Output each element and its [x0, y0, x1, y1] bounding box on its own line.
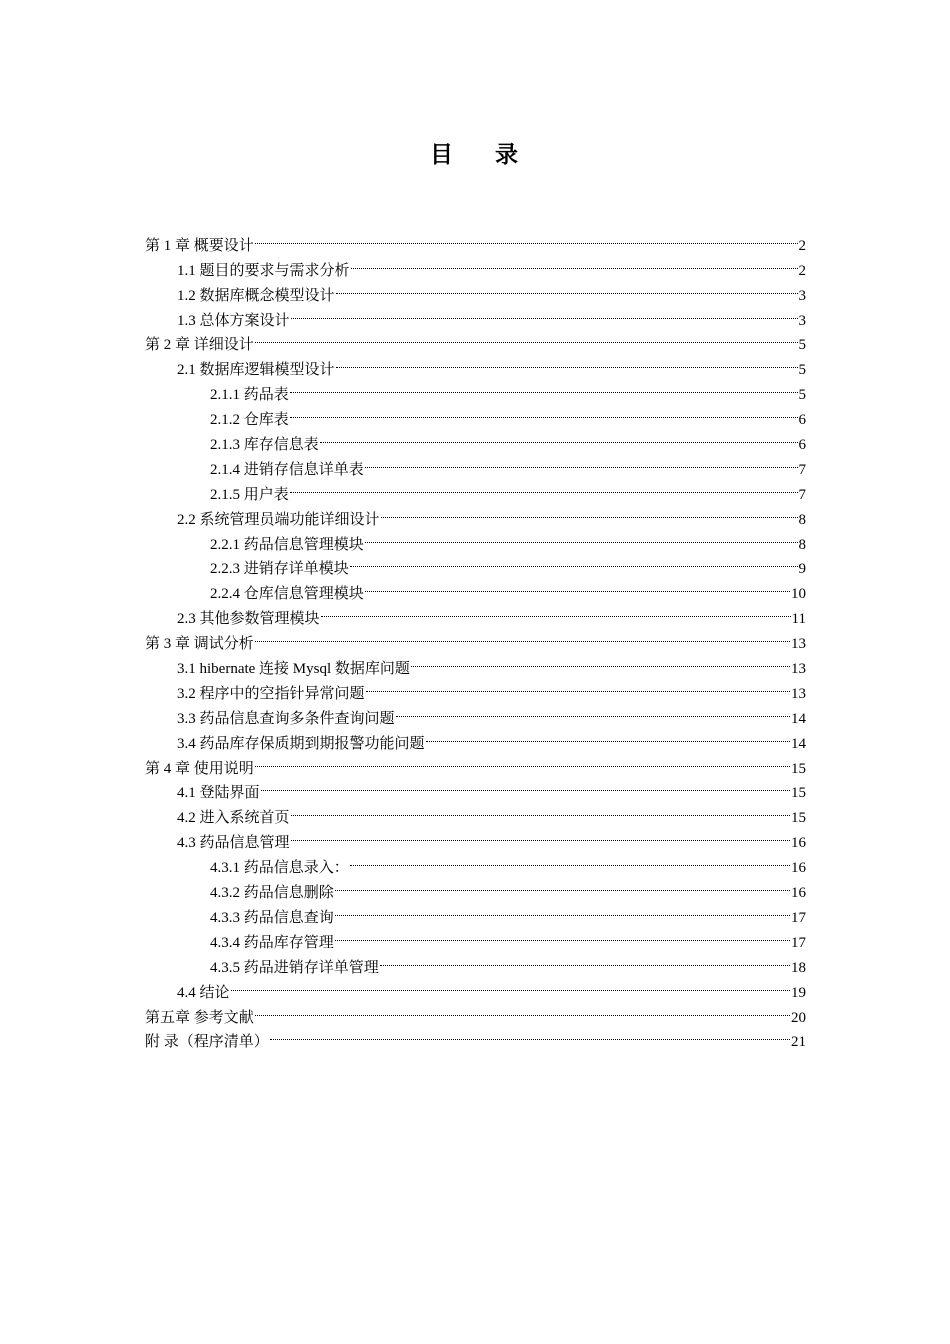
toc-entry-page-number: 18 — [791, 959, 806, 976]
toc-heading-right: 录 — [495, 142, 520, 167]
toc-entry-page-number: 20 — [791, 1009, 806, 1026]
toc-entry-page-number: 5 — [798, 387, 806, 404]
toc-entry-label: 2.1.2 仓库表 — [210, 412, 289, 429]
toc-entry-label: 4.3.3 药品信息查询 — [210, 909, 334, 926]
toc-entry-page-number: 17 — [791, 934, 806, 951]
toc-entry-page-number: 7 — [798, 486, 806, 503]
toc-entry-label: 3.1 hibernate 连接 Mysql 数据库问题 — [177, 661, 410, 678]
toc-entry-label: 2.2.4 仓库信息管理模块 — [210, 586, 364, 603]
dot-leader — [335, 872, 790, 897]
toc-entry-page-number: 13 — [791, 685, 806, 702]
toc-entry-page-number: 2 — [798, 237, 806, 254]
toc-entry-label: 第 3 章 调试分析 — [145, 636, 254, 653]
toc-entry-page-number: 15 — [791, 810, 806, 827]
toc-entry-label: 1.2 数据库概念模型设计 — [177, 287, 335, 304]
toc-entry-label: 第 1 章 概要设计 — [145, 237, 254, 254]
toc-entry-page-number: 19 — [791, 984, 806, 1001]
dot-leader — [335, 897, 790, 922]
toc-entry-page-number: 21 — [791, 1034, 806, 1051]
toc-heading — [0, 136, 950, 169]
dot-leader — [365, 449, 798, 474]
toc-entry-label: 4.3.5 药品进销存详单管理 — [210, 959, 379, 976]
dot-leader — [365, 573, 790, 598]
dot-leader — [335, 922, 790, 947]
dot-leader — [291, 822, 790, 847]
toc-entry[interactable] — [145, 225, 806, 254]
toc-entry-page-number: 2 — [798, 262, 806, 279]
toc-entry-page-number: 14 — [791, 710, 806, 727]
dot-leader — [366, 673, 790, 698]
toc-entry-page-number: 15 — [791, 785, 806, 802]
dot-leader — [380, 947, 790, 972]
toc-entry-label: 3.2 程序中的空指针异常问题 — [177, 685, 365, 702]
dot-leader — [270, 1022, 790, 1047]
toc-entry-label: 2.1.4 进销存信息详单表 — [210, 461, 364, 478]
toc-entry-label: 1.1 题目的要求与需求分析 — [177, 262, 350, 279]
toc-entry-page-number: 7 — [798, 461, 806, 478]
dot-leader — [321, 598, 791, 623]
dot-leader — [255, 623, 790, 648]
toc-entry-label: 附 录（程序清单） — [145, 1034, 269, 1051]
toc-list — [145, 225, 806, 1051]
toc-entry-label: 4.3.4 药品库存管理 — [210, 934, 334, 951]
toc-entry-label: 4.3.2 药品信息删除 — [210, 885, 334, 902]
toc-entry-page-number: 17 — [791, 909, 806, 926]
toc-entry-page-number: 13 — [791, 661, 806, 678]
toc-entry-label: 3.4 药品库存保质期到期报警功能问题 — [177, 735, 425, 752]
toc-entry-page-number: 16 — [791, 885, 806, 902]
toc-entry-page-number: 8 — [798, 511, 806, 528]
toc-entry-label: 2.3 其他参数管理模块 — [177, 611, 320, 628]
toc-entry-label: 4.4 结论 — [177, 984, 230, 1001]
toc-entry-page-number: 9 — [798, 561, 806, 578]
toc-heading-left: 目 — [430, 142, 455, 167]
toc-entry[interactable] — [145, 972, 806, 1001]
dot-leader — [411, 648, 790, 673]
dot-leader — [336, 349, 798, 374]
toc-entry-page-number: 6 — [798, 437, 806, 454]
toc-entry-page-number: 16 — [791, 835, 806, 852]
toc-entry-page-number: 16 — [791, 860, 806, 877]
toc-entry-label: 2.2.1 药品信息管理模块 — [210, 536, 364, 553]
dot-leader — [381, 499, 798, 524]
toc-entry-page-number: 5 — [798, 337, 806, 354]
dot-leader — [231, 972, 790, 997]
dot-leader — [290, 399, 798, 424]
toc-entry-label: 4.2 进入系统首页 — [177, 810, 290, 827]
toc-entry-label: 4.3.1 药品信息录入： — [210, 860, 349, 877]
toc-entry-page-number: 8 — [798, 536, 806, 553]
dot-leader — [291, 797, 790, 822]
toc-entry-label: 2.1.1 药品表 — [210, 387, 289, 404]
dot-leader — [255, 325, 798, 350]
toc-entry-label: 第五章 参考文献 — [145, 1009, 254, 1026]
toc-entry-label: 3.3 药品信息查询多条件查询问题 — [177, 710, 395, 727]
dot-leader — [320, 424, 798, 449]
dot-leader — [426, 723, 790, 748]
dot-leader — [351, 250, 798, 275]
toc-entry[interactable] — [145, 997, 806, 1026]
dot-leader — [255, 225, 798, 250]
toc-entry-page-number: 3 — [798, 287, 806, 304]
dot-leader — [336, 275, 798, 300]
toc-entry-label: 第 2 章 详细设计 — [145, 337, 254, 354]
toc-entry-page-number: 3 — [798, 312, 806, 329]
dot-leader — [255, 997, 790, 1022]
dot-leader — [350, 549, 798, 574]
toc-entry-label: 4.3 药品信息管理 — [177, 835, 290, 852]
toc-entry-page-number: 5 — [798, 362, 806, 379]
toc-entry-label: 2.1 数据库逻辑模型设计 — [177, 362, 335, 379]
toc-entry-label: 2.2.3 进销存详单模块 — [210, 561, 349, 578]
dot-leader — [350, 847, 790, 872]
dot-leader — [365, 524, 798, 549]
toc-entry-label: 2.2 系统管理员端功能详细设计 — [177, 511, 380, 528]
toc-entry-label: 第 4 章 使用说明 — [145, 760, 254, 777]
dot-leader — [261, 773, 790, 798]
dot-leader — [291, 300, 798, 325]
dot-leader — [290, 374, 798, 399]
toc-entry-page-number: 14 — [791, 735, 806, 752]
dot-leader — [396, 698, 790, 723]
toc-entry-label: 1.3 总体方案设计 — [177, 312, 290, 329]
dot-leader — [255, 748, 790, 773]
toc-entry-page-number: 11 — [791, 611, 806, 628]
toc-entry-label: 2.1.5 用户表 — [210, 486, 289, 503]
toc-entry-page-number: 10 — [791, 586, 806, 603]
toc-entry-label: 2.1.3 库存信息表 — [210, 437, 319, 454]
toc-entry-page-number: 15 — [791, 760, 806, 777]
dot-leader — [290, 474, 798, 499]
toc-entry-page-number: 13 — [791, 636, 806, 653]
toc-entry-label: 4.1 登陆界面 — [177, 785, 260, 802]
toc-entry-page-number: 6 — [798, 412, 806, 429]
